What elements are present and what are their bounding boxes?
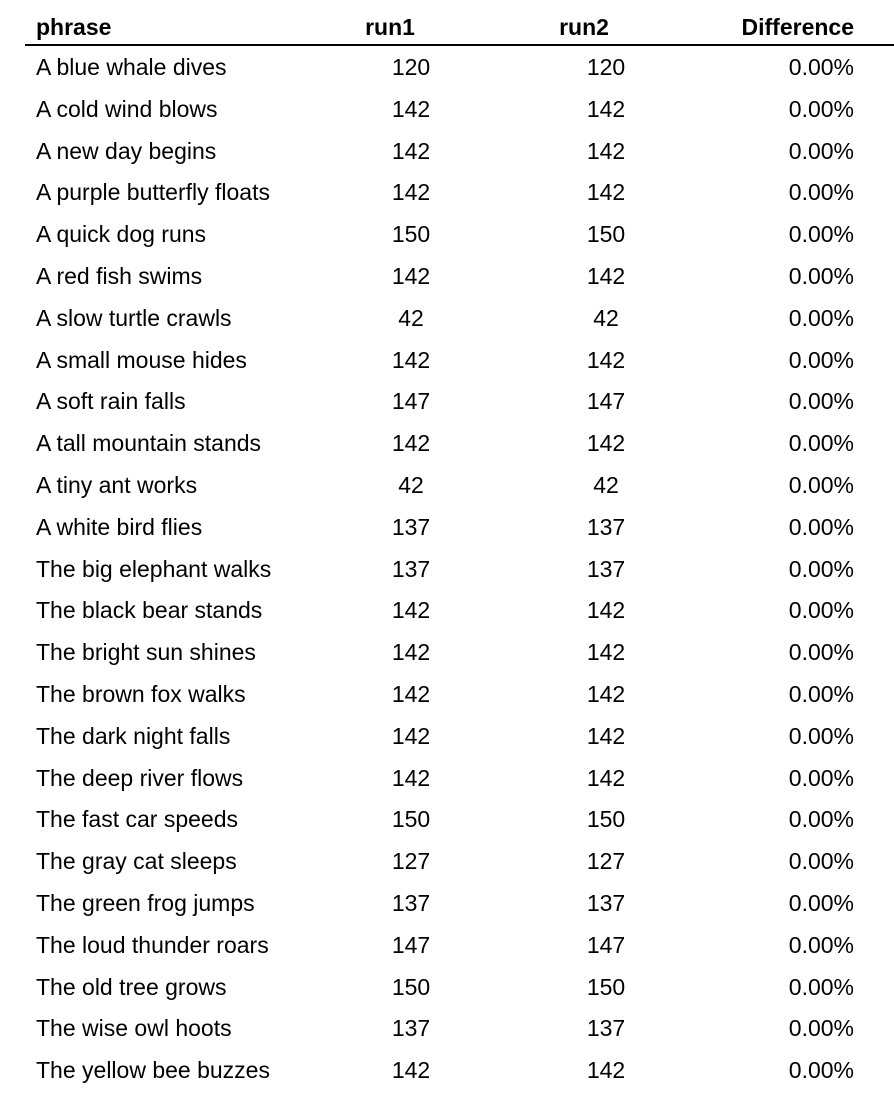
header-phrase: phrase (36, 14, 112, 40)
cell-run1: 142 (391, 346, 431, 373)
cell-run2: 142 (586, 680, 626, 707)
cell-run1: 120 (391, 54, 431, 80)
cell-run1: 42 (398, 304, 424, 331)
cell-phrase: The bright sun shines (36, 639, 256, 666)
cell-run2: 127 (586, 848, 626, 875)
cell-phrase: A cold wind blows (36, 95, 218, 122)
cell-run2: 142 (586, 1057, 626, 1084)
table-row (25, 130, 894, 172)
cell-run1: 150 (391, 973, 431, 1000)
table-row (25, 966, 894, 1008)
table-row (25, 297, 894, 339)
cell-run1: 137 (391, 513, 431, 540)
cell-difference: 0.00% (788, 179, 854, 206)
cell-run1: 150 (391, 806, 431, 833)
cell-run1: 42 (398, 471, 424, 498)
cell-run1: 142 (391, 680, 431, 707)
cell-run2: 120 (586, 54, 626, 80)
table-row (25, 339, 894, 381)
table-row (25, 380, 894, 422)
cell-run2: 142 (586, 722, 626, 749)
cell-run2: 137 (586, 1015, 626, 1042)
cell-phrase: The loud thunder roars (36, 931, 269, 958)
cell-run1: 142 (391, 137, 431, 164)
table-row (25, 673, 894, 715)
cell-phrase: A slow turtle crawls (36, 304, 232, 331)
cell-run2: 137 (586, 513, 626, 540)
cell-run1: 142 (391, 95, 431, 122)
header-run2: run2 (559, 14, 609, 40)
table-header-row (25, 8, 894, 46)
cell-phrase: The dark night falls (36, 722, 231, 749)
cell-run1: 147 (391, 931, 431, 958)
cell-phrase: A purple butterfly floats (36, 179, 270, 206)
cell-run2: 142 (586, 764, 626, 791)
table-row (25, 422, 894, 464)
cell-run2: 142 (586, 430, 626, 457)
cell-difference: 0.00% (788, 597, 854, 624)
cell-difference: 0.00% (788, 137, 854, 164)
cell-phrase: The wise owl hoots (36, 1015, 232, 1042)
table-row (25, 1007, 894, 1049)
table-row (25, 589, 894, 631)
cell-phrase: A small mouse hides (36, 346, 247, 373)
cell-run2: 142 (586, 639, 626, 666)
table-body (25, 46, 894, 1091)
cell-phrase: A tiny ant works (36, 471, 198, 498)
cell-difference: 0.00% (788, 973, 854, 1000)
cell-run2: 42 (593, 471, 619, 498)
cell-run2: 150 (586, 806, 626, 833)
cell-difference: 0.00% (788, 221, 854, 248)
table-row (25, 548, 894, 590)
cell-run1: 142 (391, 1057, 431, 1084)
cell-run2: 142 (586, 179, 626, 206)
cell-difference: 0.00% (788, 555, 854, 582)
cell-difference: 0.00% (788, 806, 854, 833)
cell-difference: 0.00% (788, 54, 854, 80)
cell-run1: 142 (391, 597, 431, 624)
cell-phrase: The deep river flows (36, 764, 244, 791)
cell-run1: 142 (391, 262, 431, 289)
cell-phrase: A red fish swims (36, 262, 203, 289)
cell-phrase: A white bird flies (36, 513, 203, 540)
header-run1: run1 (365, 14, 415, 40)
cell-phrase: The old tree grows (36, 973, 227, 1000)
table-row (25, 88, 894, 130)
table-row (25, 213, 894, 255)
cell-difference: 0.00% (788, 848, 854, 875)
table-row (25, 255, 894, 297)
cell-run2: 137 (586, 889, 626, 916)
cell-run1: 137 (391, 555, 431, 582)
cell-difference: 0.00% (788, 764, 854, 791)
cell-run2: 142 (586, 95, 626, 122)
cell-phrase: The black bear stands (36, 597, 263, 624)
table-row (25, 840, 894, 882)
header-difference: Difference (741, 14, 854, 40)
cell-difference: 0.00% (788, 889, 854, 916)
cell-run1: 142 (391, 430, 431, 457)
cell-difference: 0.00% (788, 388, 854, 415)
cell-run1: 127 (391, 848, 431, 875)
cell-difference: 0.00% (788, 722, 854, 749)
cell-phrase: The fast car speeds (36, 806, 238, 833)
table-row (25, 506, 894, 548)
cell-run2: 150 (586, 973, 626, 1000)
cell-difference: 0.00% (788, 680, 854, 707)
cell-run2: 150 (586, 221, 626, 248)
cell-phrase: A soft rain falls (36, 388, 186, 415)
cell-phrase: A blue whale dives (36, 54, 227, 80)
cell-difference: 0.00% (788, 262, 854, 289)
table-row (25, 1049, 894, 1091)
cell-run2: 147 (586, 388, 626, 415)
cell-run1: 147 (391, 388, 431, 415)
table-row (25, 882, 894, 924)
cell-run1: 142 (391, 179, 431, 206)
cell-run1: 142 (391, 764, 431, 791)
cell-phrase: A quick dog runs (36, 221, 207, 248)
cell-run2: 142 (586, 346, 626, 373)
cell-run2: 142 (586, 137, 626, 164)
table-row (25, 464, 894, 506)
cell-phrase: A tall mountain stands (36, 430, 262, 457)
cell-difference: 0.00% (788, 513, 854, 540)
cell-run1: 137 (391, 889, 431, 916)
table-row (25, 715, 894, 757)
table-row (25, 171, 894, 213)
cell-run2: 42 (593, 304, 619, 331)
cell-difference: 0.00% (788, 1015, 854, 1042)
cell-run1: 137 (391, 1015, 431, 1042)
cell-difference: 0.00% (788, 95, 854, 122)
cell-run2: 142 (586, 262, 626, 289)
cell-phrase: A new day begins (36, 137, 217, 164)
table-row (25, 798, 894, 840)
cell-run2: 142 (586, 597, 626, 624)
cell-phrase: The brown fox walks (36, 680, 246, 707)
cell-difference: 0.00% (788, 430, 854, 457)
cell-difference: 0.00% (788, 1057, 854, 1084)
cell-run1: 142 (391, 639, 431, 666)
cell-run1: 142 (391, 722, 431, 749)
cell-difference: 0.00% (788, 931, 854, 958)
cell-difference: 0.00% (788, 471, 854, 498)
cell-run2: 147 (586, 931, 626, 958)
cell-run1: 150 (391, 221, 431, 248)
cell-difference: 0.00% (788, 346, 854, 373)
cell-phrase: The green frog jumps (36, 889, 255, 916)
table-row (25, 631, 894, 673)
cell-run2: 137 (586, 555, 626, 582)
table-row (25, 46, 894, 88)
table-row (25, 757, 894, 799)
cell-phrase: The big elephant walks (36, 555, 272, 582)
cell-difference: 0.00% (788, 304, 854, 331)
table-row (25, 924, 894, 966)
cell-phrase: The gray cat sleeps (36, 848, 237, 875)
cell-phrase: The yellow bee buzzes (36, 1057, 270, 1084)
cell-difference: 0.00% (788, 639, 854, 666)
results-table (25, 8, 894, 1091)
